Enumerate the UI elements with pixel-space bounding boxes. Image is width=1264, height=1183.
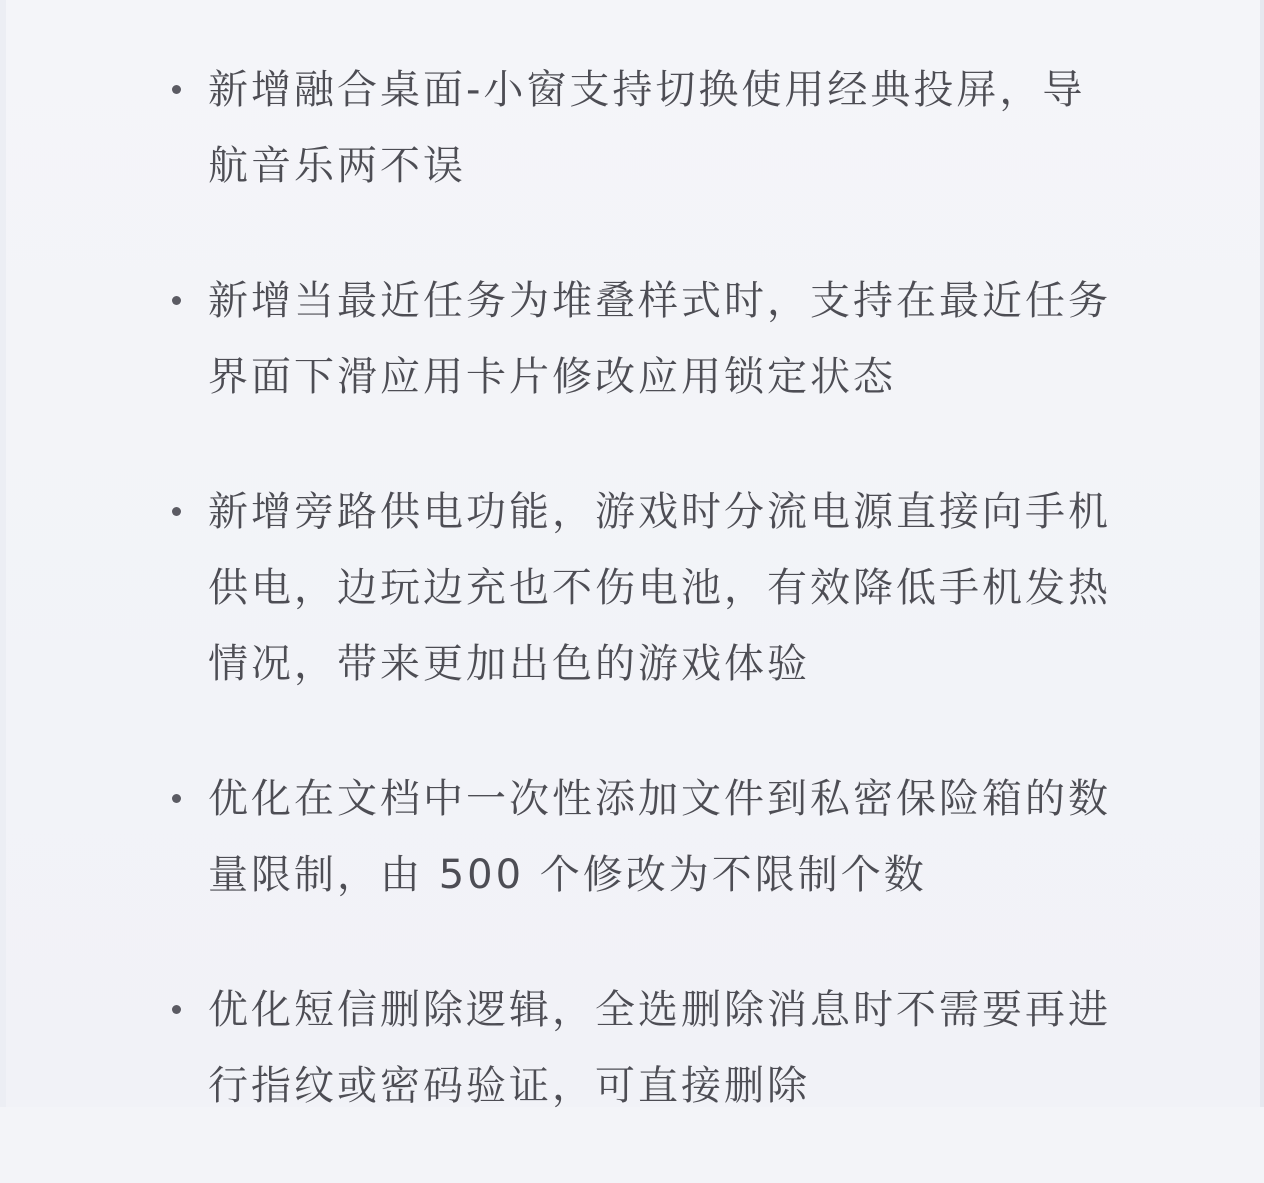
note-text: 优化在文档中一次性添加文件到私密保险箱的数量限制，由 500 个修改为不限制个数 <box>208 776 1111 898</box>
bullet-icon <box>172 85 181 94</box>
bullet-icon <box>172 1005 181 1014</box>
note-text: 新增融合桌面-小窗支持切换使用经典投屏，导航音乐两不误 <box>208 67 1086 189</box>
bullet-icon <box>172 296 181 305</box>
note-text: 新增当最近任务为堆叠样式时，支持在最近任务界面下滑应用卡片修改应用锁定状态 <box>208 278 1111 400</box>
bullet-icon <box>172 794 181 803</box>
release-notes-list <box>0 52 1264 1183</box>
list-item <box>0 972 1128 1124</box>
list-item <box>0 474 1128 702</box>
list-item <box>0 263 1128 415</box>
bullet-icon <box>172 507 181 516</box>
note-text: 新增旁路供电功能，游戏时分流电源直接向手机供电，边玩边充也不伤电池，有效降低手机发热情况，带来更加出色的游戏体验 <box>208 489 1111 687</box>
list-item <box>0 761 1128 913</box>
list-item <box>0 52 1128 204</box>
note-text: 优化短信删除逻辑，全选删除消息时不需要再进行指纹或密码验证，可直接删除 <box>208 987 1111 1109</box>
